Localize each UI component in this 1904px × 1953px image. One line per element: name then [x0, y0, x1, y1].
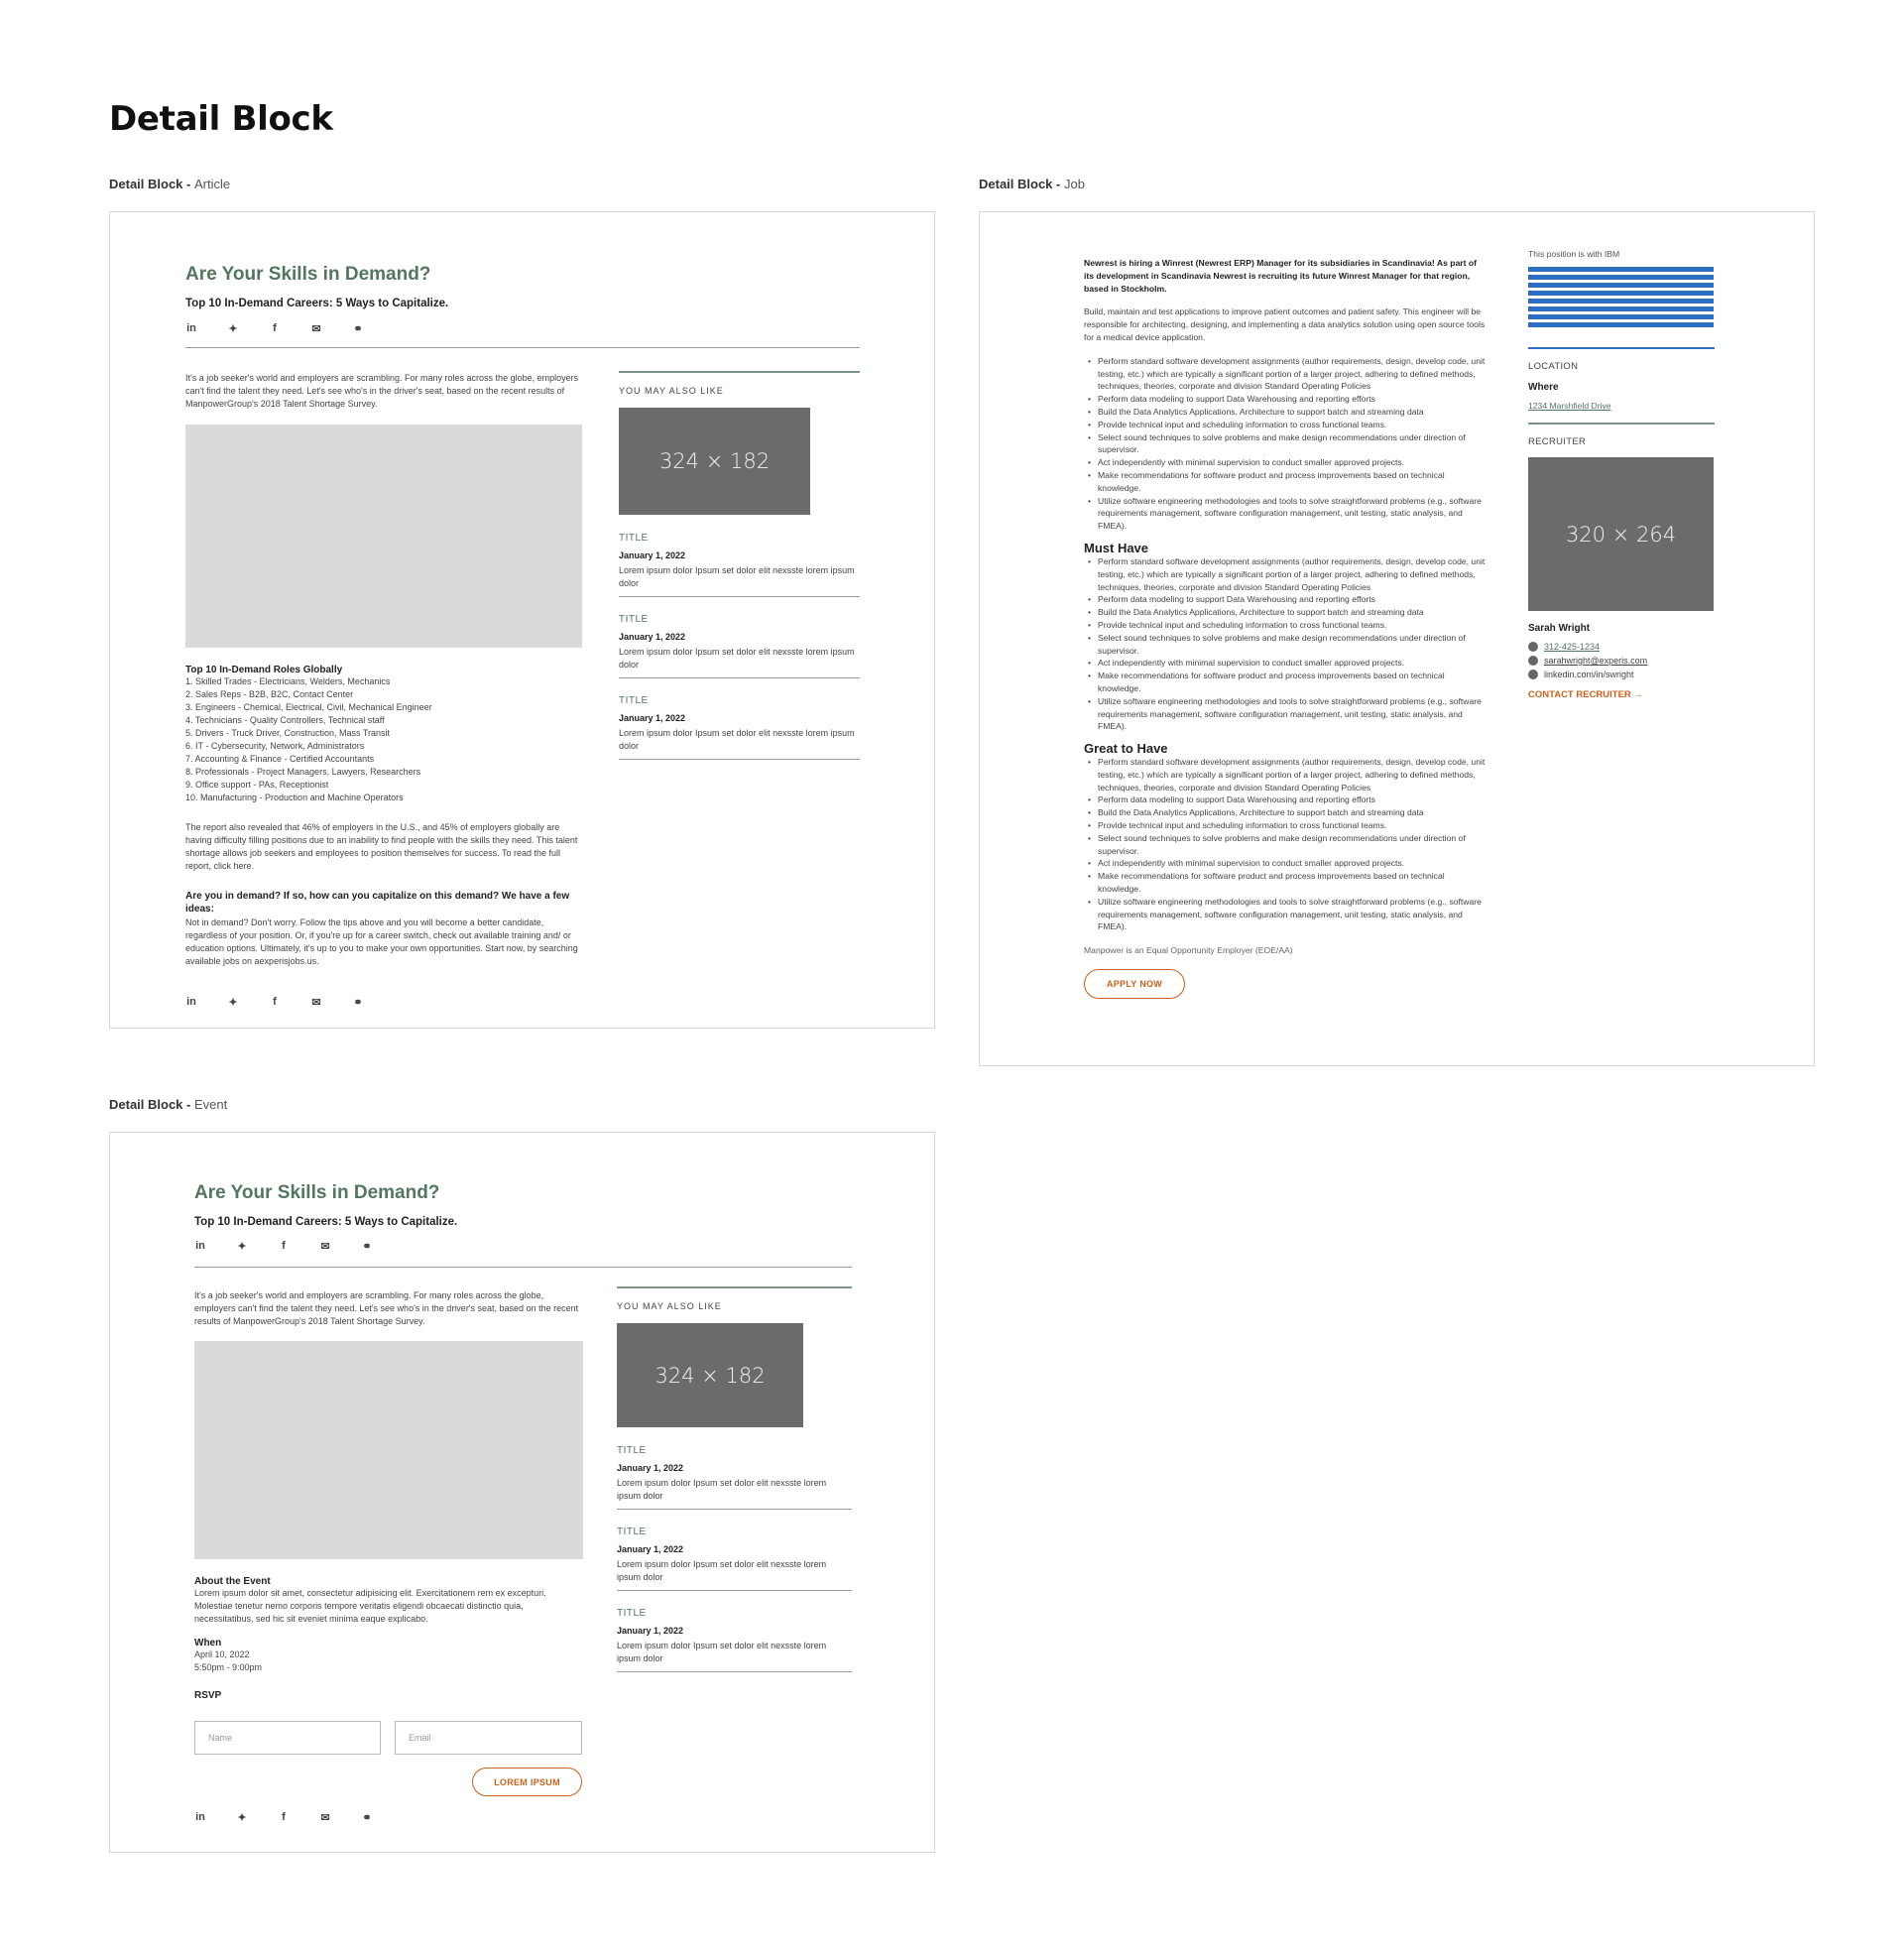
address-link[interactable]: 1234 Marshfield Drive [1528, 401, 1611, 411]
section-label-event: Detail Block - Event [109, 1097, 228, 1112]
great-to-have-heading: Great to Have [1084, 741, 1168, 757]
list-item: 10. Manufacturing - Production and Machine Operators [185, 793, 404, 802]
email-input[interactable]: Email [395, 1721, 582, 1755]
event-title: Are Your Skills in Demand? [194, 1182, 440, 1203]
list-item: 4. Technicians - Quality Controllers, Technical staff [185, 715, 385, 725]
email-icon[interactable]: ✉ [311, 996, 321, 1009]
list-item: 2. Sales Reps - B2B, B2C, Contact Center [185, 689, 354, 699]
share-bar-top [181, 318, 368, 338]
about-text: Lorem ipsum dolor sit amet, consectetur adipisicing elit. Exercitationem rem ex excepturi. Molestiae tenetur nemo corporis tempore veritatis eligendi obcaecati distinctio quia, necessitatibus, sed hic sit eveniet minima eaque explicabo. [194, 1588, 546, 1624]
page-title: Detail Block [109, 99, 333, 139]
event-date: April 10, 2022 [194, 1649, 250, 1659]
phone-row [1528, 642, 1715, 652]
question-body: Not in demand? Don't worry. Follow the tips above and you will become a better candidate, regardless of your position. Or, if you're up for a career switch, check out available training and/ or education options. Ultimately, it's up to you to make your own opportunities. Start now, by searching available jobs on aexperisjobs.us. [185, 917, 578, 966]
facebook-icon[interactable]: f [282, 1811, 286, 1823]
twitter-icon[interactable]: ✦ [228, 322, 238, 335]
twitter-icon[interactable]: ✦ [237, 1811, 247, 1824]
event-subtitle: Top 10 In-Demand Careers: 5 Ways to Capitalize. [194, 1216, 458, 1228]
event-card [109, 1132, 935, 1853]
about-event [194, 1576, 583, 1701]
list-item: 9. Office support - PAs, Receptionist [185, 780, 329, 790]
report-paragraph: The report also revealed that 46% of employers in the U.S., and 45% of employers globally are having difficulty filling positions due to an inability to find people with the skills they need. This talent shortage allows job seekers and employees to position themselves for success. To read the full report, click here. [185, 822, 578, 871]
name-input[interactable]: Name [194, 1721, 381, 1755]
sidebar-rule [617, 1286, 852, 1288]
event-image [194, 1341, 583, 1559]
job-intro-bold: Newrest is hiring a Winrest (Newrest ERP) Manager for its subsidiaries in Scandinavia! As part of its development in Scandinavia Newrest is recruiting its future Winrest Manager for that region, based in Stockholm. [1084, 258, 1477, 294]
contact-recruiter-link[interactable]: CONTACT RECRUITER → [1528, 689, 1643, 700]
list-item: 3. Engineers - Chemical, Electrical, Civil, Mechanical Engineer [185, 702, 432, 712]
article-title: Are Your Skills in Demand? [185, 264, 431, 285]
section-label-job: Detail Block - Job [979, 177, 1085, 191]
where-label: Where [1528, 382, 1559, 393]
roles-list-title: Top 10 In-Demand Roles Globally [185, 665, 343, 675]
related-image: 324 × 182 [617, 1323, 803, 1427]
question-heading: Are you in demand? If so, how can you capitalize on this demand? We have a few ideas: [185, 891, 570, 915]
about-title: About the Event [194, 1576, 271, 1587]
job-description [1084, 257, 1486, 999]
phone-icon [1528, 642, 1538, 652]
sidebar-rule [619, 371, 860, 373]
linkedin-link[interactable]: linkedin.com/in/swright [1544, 670, 1634, 679]
article-image [185, 425, 582, 648]
related-image: 324 × 182 [619, 408, 810, 515]
share-bar-bottom [190, 1807, 377, 1827]
linkedin-row [1528, 670, 1715, 679]
related-item[interactable]: TITLE January 1, 2022 Lorem ipsum dolor Ipsum set dolor elit nexsste lorem ipsum dolor [619, 533, 860, 597]
article-subtitle: Top 10 In-Demand Careers: 5 Ways to Capitalize. [185, 298, 449, 309]
email-icon[interactable]: ✉ [320, 1240, 330, 1253]
when-title: When [194, 1638, 222, 1648]
location-label: LOCATION [1528, 361, 1579, 372]
share-bar-bottom [181, 992, 368, 1012]
recruiter-name: Sarah Wright [1528, 623, 1591, 634]
email-row [1528, 656, 1715, 666]
related-item[interactable]: TITLE January 1, 2022 Lorem ipsum dolor Ipsum set dolor elit nexsste lorem ipsum dolor [617, 1526, 852, 1591]
linkedin-icon[interactable]: in [186, 996, 196, 1008]
email-icon[interactable]: ✉ [311, 322, 321, 335]
related-item[interactable]: TITLE January 1, 2022 Lorem ipsum dolor Ipsum set dolor elit nexsste lorem ipsum dolor [617, 1445, 852, 1510]
rsvp-title: RSVP [194, 1690, 222, 1701]
responsibilities-list: • Perform standard software development assignments (author requirements, design, develop code, unit testing, etc.) which are typically a significant portion of a larger project, adhering to defined methods, techniques, theories, corporate and division Standard Operating Policies • Perform data modeling to support Data Warehousing and reporting efforts • Build the Data Analytics Applications, Architecture to support batch and streaming data • Provide technical input and scheduling information to cross functional teams. • Select sound techniques to solve problems and make design recommendations under direction of supervisor. • Act independently with minimal supervision to conduct smaller approved projects. • Make recommendations for software product and process improvements based on technical knowledge. • Utilize software engineering methodologies and tools to solve straightforward problems (e.g., software requirements management, software configuration management, unit testing, static analysis, and FMEA). [1084, 355, 1486, 533]
article-card [109, 211, 935, 1029]
email-link[interactable]: sarahwright@experis.com [1544, 656, 1648, 666]
sidebar-rule [1528, 423, 1715, 425]
twitter-icon[interactable]: ✦ [228, 996, 238, 1009]
phone-link[interactable]: 312-425-1234 [1544, 642, 1601, 652]
link-icon[interactable]: ⚭ [353, 322, 363, 335]
list-item: 8. Professionals - Project Managers, Lawyers, Researchers [185, 767, 421, 777]
recruiter-label: RECRUITER [1528, 436, 1587, 447]
list-item: 7. Accounting & Finance - Certified Accountants [185, 754, 375, 764]
related-sidebar [617, 1286, 852, 1689]
event-intro: It's a job seeker's world and employers are scrambling. For many roles across the globe, employers can't find the talent they need. Let's see who's in the driver's seat, based on the recent results of ManpowerGroup's 2018 Talent Shortage Survey. [194, 1290, 579, 1326]
related-heading: YOU MAY ALSO LIKE [617, 1301, 722, 1311]
share-bar-top [190, 1236, 377, 1256]
article-intro: It's a job seeker's world and employers are scrambling. For many roles across the globe, employers can't find the talent they need. Let's see who's in the driver's seat, based on the recent results of ManpowerGroup's 2018 Talent Shortage Survey. [185, 373, 579, 409]
linkedin-icon[interactable]: in [195, 1240, 205, 1252]
section-label-article: Detail Block - Article [109, 177, 231, 191]
linkedin-icon [1528, 670, 1538, 679]
facebook-icon[interactable]: f [273, 996, 277, 1008]
divider [185, 347, 860, 348]
event-time: 5:50pm - 9:00pm [194, 1662, 263, 1672]
facebook-icon[interactable]: f [273, 322, 277, 334]
related-heading: YOU MAY ALSO LIKE [619, 386, 724, 396]
roles-list [185, 665, 582, 804]
list-item: 1. Skilled Trades - Electricians, Welders, Mechanics [185, 676, 391, 686]
link-icon[interactable]: ⚭ [353, 996, 363, 1009]
apply-now-button[interactable]: APPLY NOW [1084, 969, 1185, 999]
email-icon[interactable]: ✉ [320, 1811, 330, 1824]
related-item[interactable]: TITLE January 1, 2022 Lorem ipsum dolor Ipsum set dolor elit nexsste lorem ipsum dolor [619, 695, 860, 760]
recruiter-photo: 320 × 264 [1528, 457, 1714, 611]
facebook-icon[interactable]: f [282, 1240, 286, 1252]
job-card [979, 211, 1815, 1066]
must-have-list: • Perform standard software development assignments (author requirements, design, develop code, unit testing, etc.) which are typically a significant portion of a larger project, adhering to defined methods, techniques, theories, corporate and division Standard Operating Policies • Perform data modeling to support Data Warehousing and reporting efforts • Build the Data Analytics Applications, Architecture to support batch and streaming data • Provide technical input and scheduling information to cross functional teams. • Select sound techniques to solve problems and make design recommendations under direction of supervisor. • Act independently with minimal supervision to conduct smaller approved projects. • Make recommendations for software product and process improvements based on technical knowledge. • Utilize software engineering methodologies and tools to solve straightforward problems (e.g., software requirements management, software configuration management, unit testing, static analysis, and FMEA). [1084, 555, 1486, 733]
ibm-logo [1528, 267, 1714, 327]
list-item: 6. IT - Cybersecurity, Network, Administrators [185, 741, 365, 751]
linkedin-icon[interactable]: in [186, 322, 196, 334]
must-have-heading: Must Have [1084, 540, 1149, 555]
sidebar-rule [1528, 347, 1715, 349]
divider [194, 1267, 852, 1268]
eoe-statement: Manpower is an Equal Opportunity Employer (EOE/AA) [1084, 945, 1293, 956]
related-item[interactable]: TITLE January 1, 2022 Lorem ipsum dolor Ipsum set dolor elit nexsste lorem ipsum dolor [619, 614, 860, 678]
related-sidebar [619, 371, 860, 777]
twitter-icon[interactable]: ✦ [237, 1240, 247, 1253]
email-icon [1528, 656, 1538, 666]
position-with: This position is with IBM [1528, 249, 1620, 259]
job-intro: Build, maintain and test applications to improve patient outcomes and patient safety. This engineer will be responsible for architecting, designing, and implementing a data analytics solution using open source tools for a medical device application. [1084, 306, 1486, 342]
related-item[interactable]: TITLE January 1, 2022 Lorem ipsum dolor Ipsum set dolor elit nexsste lorem ipsum dolor [617, 1608, 852, 1672]
job-sidebar [1528, 249, 1715, 700]
linkedin-icon[interactable]: in [195, 1811, 205, 1823]
list-item: 5. Drivers - Truck Driver, Construction, Mass Transit [185, 728, 391, 738]
link-icon[interactable]: ⚭ [362, 1811, 372, 1824]
link-icon[interactable]: ⚭ [362, 1240, 372, 1253]
great-to-have-list: • Perform standard software development assignments (author requirements, design, develop code, unit testing, etc.) which are typically a significant portion of a larger project, adhering to defined methods, techniques, theories, corporate and division Standard Operating Policies • Perform data modeling to support Data Warehousing and reporting efforts • Build the Data Analytics Applications, Architecture to support batch and streaming data • Provide technical input and scheduling information to cross functional teams. • Select sound techniques to solve problems and make design recommendations under direction of supervisor. • Act independently with minimal supervision to conduct smaller approved projects. • Make recommendations for software product and process improvements based on technical knowledge. • Utilize software engineering methodologies and tools to solve straightforward problems (e.g., software requirements management, software configuration management, unit testing, static analysis, and FMEA). [1084, 756, 1486, 933]
submit-button[interactable]: LOREM IPSUM [472, 1768, 582, 1796]
